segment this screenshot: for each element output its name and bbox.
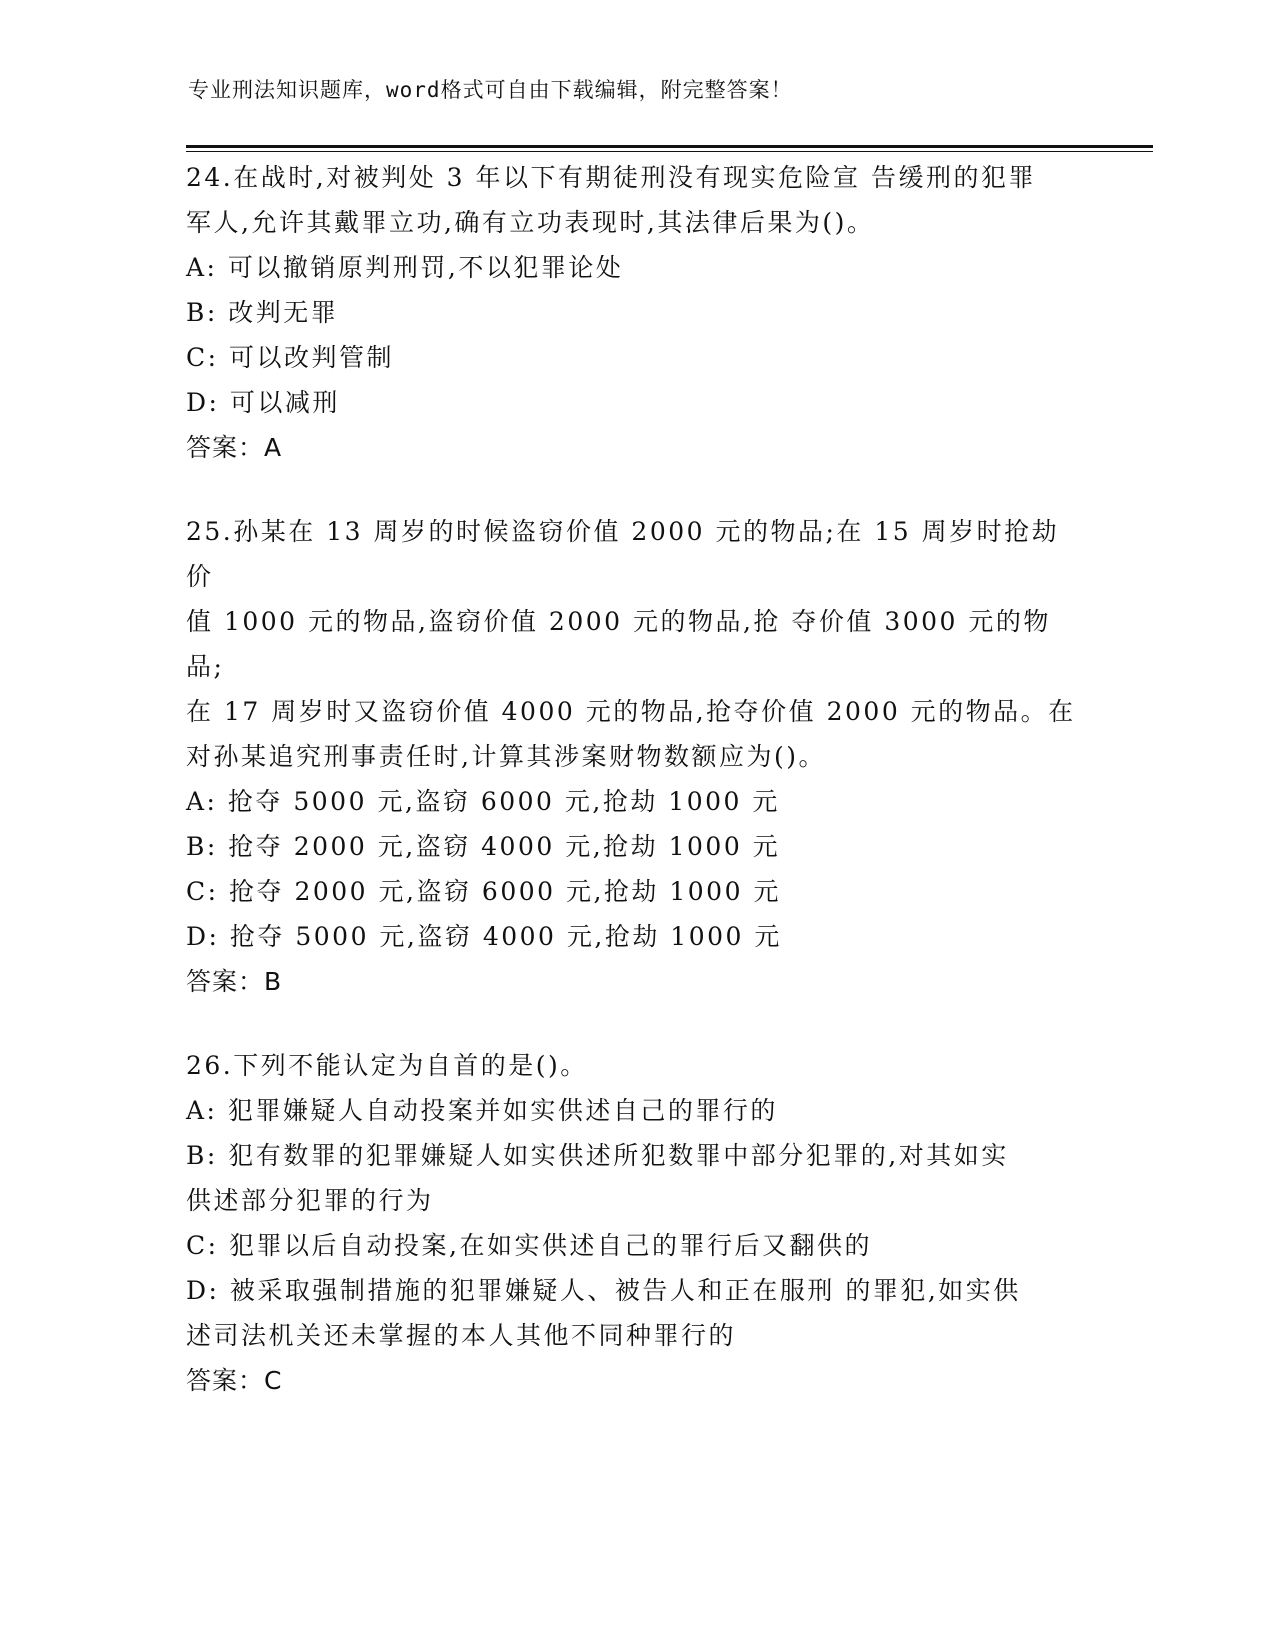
question-text-line: 在 17 周岁时又盗窃价值 4000 元的物品,抢夺价值 2000 元的物品。在 — [186, 697, 1076, 726]
option-d: D: 被采取强制措施的犯罪嫌疑人、被告人和正在服刑 的罪犯,如实供 — [186, 1276, 1021, 1305]
question-text-line: 24.在战时,对被判处 3 年以下有期徒刑没有现实危险宣 告缓刑的犯罪 — [186, 163, 1036, 192]
question-24 — [186, 155, 1086, 470]
question-text-line: 军人,允许其戴罪立功,确有立功表现时,其法律后果为()。 — [186, 208, 875, 237]
answer: 答案：B — [186, 967, 283, 996]
question-text-line: 26.下列不能认定为自首的是()。 — [186, 1051, 588, 1080]
question-26 — [186, 1043, 1086, 1403]
option-b: B: 犯有数罪的犯罪嫌疑人如实供述所犯数罪中部分犯罪的,对其如实 — [186, 1141, 1009, 1170]
option-b: B: 改判无罪 — [186, 298, 339, 327]
header-rule-thick — [186, 145, 1153, 148]
option-d: D: 可以减刑 — [186, 388, 340, 417]
option-c: C: 可以改判管制 — [186, 343, 394, 372]
option-a: A: 抢夺 5000 元,盗窃 6000 元,抢劫 1000 元 — [186, 787, 780, 816]
option-d-continued: 述司法机关还未掌握的本人其他不同种罪行的 — [186, 1321, 737, 1350]
page-header: 专业刑法知识题库，word格式可自由下载编辑，附完整答案！ — [188, 78, 793, 102]
question-text-line: 对孙某追究刑事责任时,计算其涉案财物数额应为()。 — [186, 742, 826, 771]
option-a: A: 可以撤销原判刑罚,不以犯罪论处 — [186, 253, 624, 282]
question-text-line: 值 1000 元的物品,盗窃价值 2000 元的物品,抢 夺价值 3000 元的物品; — [186, 607, 1051, 681]
header-rule-thin — [186, 151, 1153, 152]
option-a: A: 犯罪嫌疑人自动投案并如实供述自己的罪行的 — [186, 1096, 778, 1125]
option-b-continued: 供述部分犯罪的行为 — [186, 1186, 434, 1215]
answer: 答案：C — [186, 1366, 283, 1395]
option-d: D: 抢夺 5000 元,盗窃 4000 元,抢劫 1000 元 — [186, 922, 782, 951]
answer: 答案：A — [186, 433, 283, 462]
option-b: B: 抢夺 2000 元,盗窃 4000 元,抢劫 1000 元 — [186, 832, 781, 861]
document-body — [186, 155, 1086, 1442]
question-text-line: 25.孙某在 13 周岁的时候盗窃价值 2000 元的物品;在 15 周岁时抢劫价 — [186, 517, 1060, 591]
option-c: C: 抢夺 2000 元,盗窃 6000 元,抢劫 1000 元 — [186, 877, 781, 906]
option-c: C: 犯罪以后自动投案,在如实供述自己的罪行后又翻供的 — [186, 1231, 872, 1260]
question-25 — [186, 509, 1086, 1004]
